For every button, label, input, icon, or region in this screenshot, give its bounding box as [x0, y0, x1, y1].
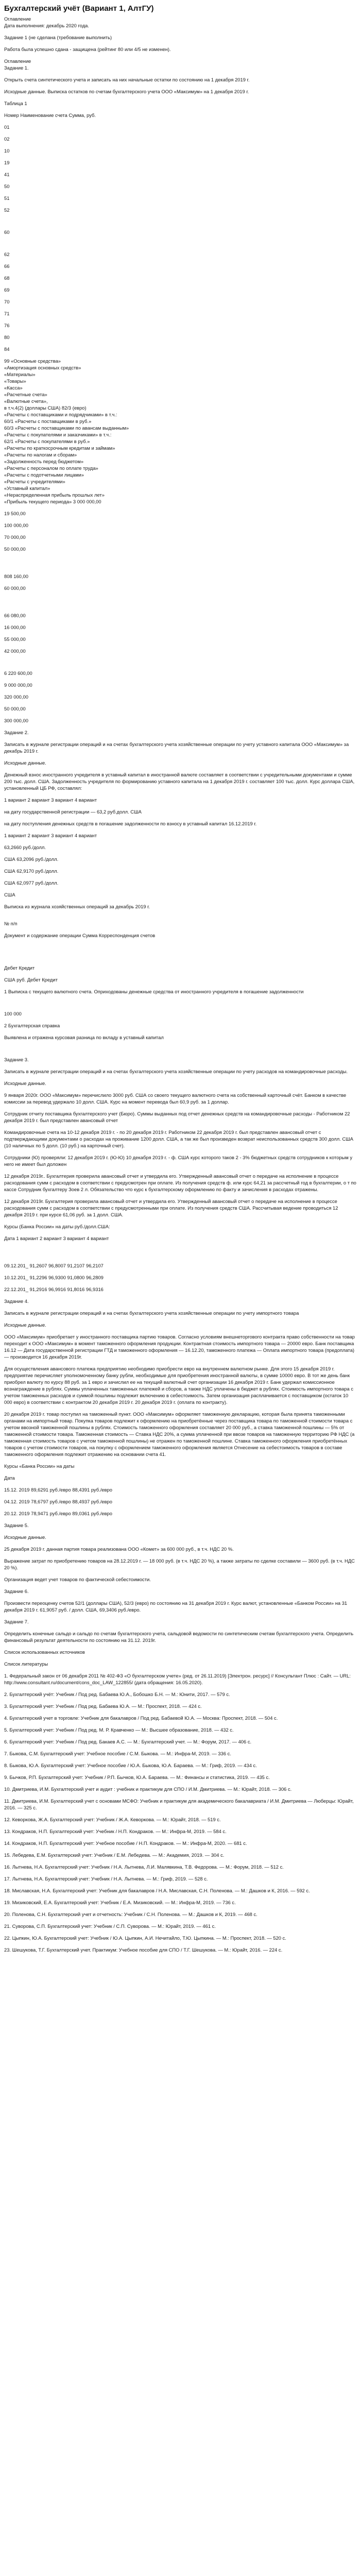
- blank-line: [4, 724, 357, 729]
- blank-line: [4, 654, 357, 659]
- text-line: 13. Кондраков, Н.П. Бухгалтерский учет: Учебник / Н.П. Кондраков. — М.: Инфра-М, 2019. — 584 с.: [4, 1828, 227, 1834]
- blank-line: [4, 281, 357, 286]
- text-line: 17. Лытнева, Н.А. Бухгалтерский учет: Учебник / Н.А. Лытнева. — М.: Гриф, 2019. — 528 с.: [4, 1876, 208, 1882]
- text-line: 71: [4, 311, 10, 316]
- text-line: 16 000,00: [4, 624, 26, 630]
- text-line: Произвести переоценку счетов 52/1 (доллары США), 52/3 (евро) по состоянию на 31 декабря 2019 г. Курс валют, установленные «Банком России» на 31 декабря 2019 г. 61,9057 руб. / долл. США, 69,3406 руб./евро.: [4, 1600, 348, 1613]
- text-line: 62/1 «Расчеты с покупателями в руб.»: [4, 438, 90, 444]
- blank-line: [4, 886, 357, 891]
- text-line: 20. Поленова, С.Н. Бухгалтерский учет и отчетность: Учебник / С.Н. Поленова. — М.: Дашков и К, 2019. — 468 с.: [4, 1911, 257, 1917]
- text-line: «Расчеты с покупателями и заказчиками» в т.ч.:: [4, 432, 112, 437]
- text-line: 1 вариант 2 вариант 3 вариант 4 вариант: [4, 797, 97, 803]
- blank-line: [4, 803, 357, 808]
- text-line: 76: [4, 323, 10, 328]
- blank-line: [4, 552, 357, 557]
- blank-line: [4, 341, 357, 346]
- text-line: 99 «Основные средства»: [4, 358, 61, 364]
- text-line: «Расчеты по краткосрочным кредитам и займам»: [4, 445, 115, 451]
- blank-line: [4, 1625, 357, 1630]
- text-line: Оглавление: [4, 58, 31, 64]
- text-line: США 62,0977 руб./долл.: [4, 880, 59, 886]
- text-line: 70: [4, 299, 10, 304]
- blank-line: [4, 218, 357, 224]
- blank-line: [4, 71, 357, 76]
- blank-line: [4, 1469, 357, 1475]
- blank-line: [4, 130, 357, 135]
- blank-line: [4, 1193, 357, 1198]
- blank-line: [4, 29, 357, 34]
- text-line: 55 000,00: [4, 636, 26, 642]
- text-line: 1. Федеральный закон от 06 декабря 2011 № 402-ФЗ «О бухгалтерском учете» (ред. от 26.11.2019) [Электрон. ресурс] // Консультант Плюс : Сайт. — URL: http://www.consultant.ru/document/cons_doc_LAW_122855/ (дата обращения: 16.05.2020).: [4, 1673, 351, 1685]
- text-line: Исходные данные.: [4, 1534, 46, 1540]
- text-line: Задание 5.: [4, 1522, 29, 1528]
- blank-line: [4, 1218, 357, 1223]
- text-line: 09.12.201_ 91,2607 96,8007 91,2107 96,2107: [4, 1263, 104, 1268]
- text-line: ООО «Максимум» приобретает у иностранного поставщика партию товаров. Согласно условиям внешнеторгового контракта право собственности на товар переходит к ООО «Максимум» в момент таможенного оформления продукции. Контрактная стоимость импортного товара — 20000 евро. Банк поставщика 16.12 — Дата государственной регистрации ГТД и таможенного оформления — 16.12.20, таможенного платежа — Оплата импортного товара (предоплата) — производится 16 декабря 2019г.: [4, 1334, 355, 1360]
- blank-line: [4, 1745, 357, 1750]
- blank-line: [4, 949, 357, 954]
- blank-line: [4, 602, 357, 607]
- blank-line: [4, 1051, 357, 1056]
- text-line: 2. Бухгалтерский учёт: Учебник / Под ред. Бабаева Ю.А., Бобошко Б.Н. — М.: Юнити, 2017. — 579 с.: [4, 1691, 230, 1697]
- blank-line: [4, 1721, 357, 1726]
- blank-line: [4, 1304, 357, 1310]
- blank-line: [4, 591, 357, 597]
- blank-line: [4, 1316, 357, 1321]
- blank-line: [4, 352, 357, 358]
- text-line: 11. Дмитриева, И.М. Бухгалтерский учет с основами МСФО: Учебник и практикум для академического бакалавриата / И.М. Дмитриева — Люберцы: Юрайт, 2016. — 325 с.: [4, 1798, 354, 1810]
- blank-line: [4, 659, 357, 665]
- blank-line: [4, 754, 357, 759]
- text-line: Определить конечные сальдо и сальдо по счетам бухгалтерского учета, сальдовой ведомости по синтетическим счетам бухгалтерского учета. Определить финансовый результат деятельности по состоянию на 31.12. 2019г.: [4, 1631, 354, 1643]
- text-line: Задание 2.: [4, 730, 29, 735]
- blank-line: [4, 246, 357, 251]
- text-line: 04.12. 2019 78,6797 руб./евро 88,4937 руб./евро: [4, 1499, 112, 1504]
- text-line: на дату поступления денежных средств в погашение задолженности по взносу в уставный капитал 16.12.2019 г.: [4, 821, 257, 826]
- blank-line: [4, 959, 357, 964]
- text-line: «Материалы»: [4, 371, 36, 377]
- text-line: Дата 1 вариант 2 вариант 3 вариант 4 вариант: [4, 1235, 109, 1241]
- blank-line: [4, 910, 357, 915]
- blank-line: [4, 1247, 357, 1252]
- text-line: 5. Бухгалтерский учет: Учебник / Под ред. М. Р. Кравченко — М.: Высшее образование, 2018. — 432 с.: [4, 1727, 234, 1733]
- text-line: 808 160,00: [4, 573, 28, 579]
- text-line: 50 000,00: [4, 546, 26, 552]
- blank-line: [4, 1781, 357, 1786]
- blank-line: [4, 736, 357, 741]
- text-line: Задание 7.: [4, 1619, 29, 1624]
- text-line: Список литературы: [4, 1661, 48, 1667]
- blank-line: [4, 1882, 357, 1887]
- text-line: Оглавление: [4, 16, 31, 22]
- blank-line: [4, 700, 357, 705]
- blank-line: [4, 190, 357, 195]
- text-line: 69: [4, 287, 10, 293]
- blank-line: [4, 241, 357, 246]
- text-line: «Расчетные счета»: [4, 392, 47, 397]
- blank-line: [4, 1655, 357, 1660]
- blank-line: [4, 712, 357, 717]
- blank-line: [4, 688, 357, 693]
- blank-line: [4, 597, 357, 602]
- blank-line: [4, 107, 357, 112]
- blank-line: [4, 971, 357, 976]
- text-line: 19. Мизиковский, Е.А. Бухгалтерский учет: Учебник / Е.А. Мизиковский. — М.: Инфра-М, 2019. — 736 с.: [4, 1900, 236, 1905]
- blank-line: [4, 1733, 357, 1738]
- blank-line: [4, 1595, 357, 1600]
- text-line: «Расчеты с поставщиками и подрядчиками» в т.ч.:: [4, 412, 117, 417]
- blank-line: [4, 1281, 357, 1286]
- blank-line: [4, 839, 357, 844]
- text-line: 4. Бухгалтерский учет в торговле: Учебник для бакалавров / Под ред. Бабаевой Ю.А. — Москва: Проспект, 2018. — 504 с.: [4, 1715, 278, 1721]
- text-line: Организация ведет учет товаров по фактической себестоимости.: [4, 1577, 151, 1582]
- blank-line: [4, 235, 357, 241]
- blank-line: [4, 305, 357, 310]
- text-line: Вырaжение затрат по приобретению товаров на 28.12.2019 г. — 18 000 руб. (в т.ч. НДС 20 %), а также затраты по сделке составили — 3600 руб. (в т.ч. НДС 20 %).: [4, 1558, 355, 1570]
- text-line: 50: [4, 183, 10, 189]
- blank-line: [4, 1481, 357, 1486]
- blank-line: [4, 529, 357, 534]
- text-line: 22. Цыпкин, Ю.А. Бухгалтерский учет: Учебник / Ю.А. Цыпкин, А.И. Нечитайло, Т.Ю. Цыпкина. — М.: Проспект, 2018. — 520 с.: [4, 1935, 286, 1941]
- blank-line: [4, 269, 357, 275]
- text-line: 51: [4, 195, 10, 201]
- blank-line: [4, 53, 357, 58]
- text-line: Курсы «Банка России» на даты: [4, 1463, 75, 1469]
- text-line: 12 декабря 2019г. Бухгалтерия проверила авансовый отчет и утвердила его. Утвержденный авансовый отчет о передаче на исполнение в процессе расходования сумм с расходом в соответствии с предусмотренными при оплате. Из получения средств США. Рассчитывая ведение проводиться 12 декабря 2019 г. при курсе 61,06 руб. за 1 долл. США.: [4, 1198, 338, 1217]
- text-line: на дату государственной регистрации — 63,2 руб.долл. США: [4, 809, 142, 815]
- blank-line: [4, 95, 357, 100]
- text-line: 50 000,00: [4, 706, 26, 711]
- text-line: 10. Дмитриева, И.М. Бухгалтерский учет и аудит : учебник и практикум для СПО / И.М. Дмитриева. — М.: Юрайт, 2018. — 306 с.: [4, 1786, 292, 1792]
- text-line: 22.12.201_ 91,2916 96,9916 91,8016 96,9316: [4, 1286, 104, 1292]
- text-line: 02: [4, 136, 10, 142]
- text-line: «Расчеты с подотчетными лицами»: [4, 472, 84, 478]
- blank-line: [4, 927, 357, 932]
- text-line: США 63,2096 руб./долл.: [4, 856, 59, 862]
- text-line: 100 000: [4, 1011, 22, 1016]
- blank-line: [4, 1583, 357, 1588]
- blank-line: [4, 607, 357, 612]
- blank-line: [4, 1769, 357, 1774]
- text-line: 6 220 600,00: [4, 670, 32, 676]
- blank-line: [4, 944, 357, 949]
- text-line: 16. Лытнева, Н.А. Бухгалтерский учет: Учебник / Н.А. Лытнева, Л.И. Малявкина, Т.В. Федорова. — М.: Форум, 2018. — 512 с.: [4, 1864, 284, 1870]
- blank-line: [4, 1017, 357, 1022]
- blank-line: [4, 1230, 357, 1235]
- blank-line: [4, 1257, 357, 1262]
- blank-line: [4, 517, 357, 522]
- text-line: 10.12.201_ 91,2296 96,9300 91,0800 96,2809: [4, 1275, 104, 1280]
- text-line: 3. Бухгалтерский учет: Учебник / Под ред. Бабаева Ю.А. — М.: Проспект, 2018. — 424 с.: [4, 1703, 202, 1709]
- blank-line: [4, 827, 357, 832]
- text-line: Курсы (Банка России» на даты руб./долл.США:: [4, 1224, 110, 1229]
- blank-line: [4, 1686, 357, 1691]
- blank-line: [4, 915, 357, 920]
- blank-line: [4, 676, 357, 682]
- text-line: 60/3 «Расчеты с поставщиками по авансам выданным»: [4, 425, 129, 431]
- text-line: 14. Кондраков, Н.П. Бухгалтерский учет: Учебное пособие / Н.П. Кондраков. — М.: Инфра-М, 2020. — 681 с.: [4, 1840, 247, 1846]
- blank-line: [4, 1328, 357, 1333]
- text-line: Дата выполнения: декабрь 2020 года.: [4, 23, 89, 28]
- blank-line: [4, 1757, 357, 1762]
- blank-line: [4, 1894, 357, 1899]
- blank-line: [4, 1029, 357, 1034]
- text-line: 68: [4, 275, 10, 281]
- blank-line: [4, 1405, 357, 1411]
- text-line: Командировочные счета на 10-12 декабря 2019 г. - по 20 декабря 2019 г. Работником 22 декабря 2019 г. был представлен авансовый отчет с подтверждающими документами о расходах на проживание 1200 долл. США, а так же был произведен возврат неиспользованных средств 300 долл. США (10 наличных по 5 долл. (10 руб.) на карточный счет).: [4, 1129, 354, 1148]
- text-line: США 62,9170 руб./долл.: [4, 868, 59, 874]
- text-line: Выписка из журнала хозяйственных операций за декабрь 2019 г.: [4, 904, 150, 909]
- blank-line: [4, 1906, 357, 1911]
- text-line: Задание 1.: [4, 65, 29, 71]
- blank-line: [4, 258, 357, 263]
- text-line: «Расчеты по налогам и сборам»: [4, 452, 77, 457]
- blank-line: [4, 1929, 357, 1935]
- blank-line: [4, 862, 357, 868]
- text-line: № п/п: [4, 921, 18, 926]
- blank-line: [4, 41, 357, 46]
- text-line: «Нераспределенная прибыль прошлых лет»: [4, 492, 105, 498]
- blank-line: [4, 580, 357, 585]
- blank-line: [4, 540, 357, 546]
- text-line: 9 января 2020г. ООО «Максимум» перечислило 3000 руб. США со своего текущего валютного счета на собственный карточный счёт. Банком в качестве комиссии за перевод удержало 10 долл. США. Курс на момент перевода был 60,9 руб. за 1 доллар.: [4, 1092, 347, 1105]
- blank-line: [4, 213, 357, 218]
- text-line: Таблица 1: [4, 100, 27, 106]
- blank-line: [4, 766, 357, 771]
- text-line: 100 000,00: [4, 522, 28, 528]
- text-line: 10: [4, 148, 10, 154]
- blank-line: [4, 983, 357, 988]
- text-line: «Товары»: [4, 378, 26, 384]
- blank-line: [4, 874, 357, 879]
- text-line: 6. Бухгалтерский учет: Учебник / Под ред. Бакаев А.С. — М.: Бухгалтерский учет. — М.: Форум, 2017. — 406 с.: [4, 1739, 252, 1744]
- text-line: США: [4, 892, 15, 897]
- text-line: Записать в журнале регистрации операций и на счетах бухгалтерского учета хозяйственные операции по учету расходов на командировочные расходы.: [4, 1069, 348, 1074]
- blank-line: [4, 154, 357, 159]
- blank-line: [4, 1360, 357, 1365]
- blank-line: [4, 1505, 357, 1510]
- blank-line: [4, 224, 357, 229]
- blank-line: [4, 1293, 357, 1298]
- text-line: Для осуществления авансового платежа предприятию необходимо приобрести евро на внутреннем валютном рынке. Для этого 15 декабря 2019 г. предприятие перечисляет уполномоченному банку рубли, необходимые для приобретения иностранной валюты, в сумме 10000 евро. В тот же день банк приобрел валюту по курсу 88 руб. за 1 евро и зачислил ее на текущий валютный счет организации 16 декабря 2019 г. Банк удержал комиссионное вознаграждение в рублях. Суммы уплаченных таможенных платежей и сборов, а также НДС уплачены в бюджет в рублях. Стоимость импортного товара с учетом таможенных расходов и суммой пошлины подлежит включению в себестоимость. Затем организация расплачивается с поставщиком (остаток 10 000 евро) в соответствии с контрактом 20 декабря 2019 г. 20 декабря 2019 г. (оплата по контракту).: [4, 1366, 354, 1405]
- blank-line: [4, 939, 357, 944]
- text-line: «Уставный капитал»: [4, 485, 50, 491]
- blank-line: [4, 1242, 357, 1247]
- text-line: 41: [4, 172, 10, 177]
- blank-line: [4, 1252, 357, 1257]
- blank-line: [4, 1075, 357, 1080]
- text-line: 01: [4, 124, 10, 130]
- blank-line: [4, 642, 357, 648]
- text-line: 23. Шешукова, Т.Г. Бухгалтерский учет. Практикум: Учебное пособие для СПО / Т.Г. Шешукова. — М.: Юрайт, 2016. — 224 с.: [4, 1947, 283, 1953]
- text-line: 52: [4, 207, 10, 213]
- blank-line: [4, 1041, 357, 1046]
- text-line: в т.ч.4(2) (доллары США) 82/3 (евро): [4, 405, 87, 411]
- blank-line: [4, 166, 357, 171]
- text-line: Открыть счета синтетического учета и записать на них начальные остатки по состоянию на 1 декабря 2019 г.: [4, 77, 250, 82]
- text-line: 1 вариант 2 вариант 3 вариант 4 вариант: [4, 833, 97, 838]
- blank-line: [4, 1870, 357, 1875]
- blank-line: [4, 1005, 357, 1010]
- text-line: 66: [4, 263, 10, 269]
- text-line: Задание 3.: [4, 1057, 29, 1062]
- blank-line: [4, 1167, 357, 1173]
- blank-line: [4, 1493, 357, 1498]
- text-line: Денежный взнос иностранного учредителя в уставный капитал в иностранной валюте составляет в соответствии с учредительными документами и сумме 200 тыс. долл. США. Задолженность учредителя по формированию уставного капитала на 1 декабря 2019 г. составляет 100 тыс. долл. Курс доллара США, установленный ЦБ РФ, составлял:: [4, 772, 355, 791]
- text-line: 7. Быкова, С.М. Бухгалтерский учет: Учебное пособие / С.М. Быкова. — М.: Инфра-М, 2019. — 336 с.: [4, 1751, 231, 1756]
- text-line: 19: [4, 160, 10, 165]
- text-line: Исходные данные.: [4, 1322, 46, 1328]
- blank-line: [4, 1667, 357, 1672]
- text-line: «Касса»: [4, 385, 23, 391]
- text-line: «Задолженность перед бюджетом»: [4, 459, 84, 464]
- text-line: Записать в журнале регистрации операций и на счетах бухгалтерского учета хозяйственные операции по учету уставного капитала ООО «Максимум» за декабрь 2019 г.: [4, 741, 349, 754]
- text-line: «Расчеты с учредителями»: [4, 479, 65, 484]
- text-line: 1 Выписка с текущего валютного счета. Оприходованы денежные средства от иностранного учредителя в погашение задолженности: [4, 989, 304, 994]
- text-line: 12 декабря 2019г.. Бухгалтерия проверила авансовый отчет и утвердила его. Утвержденный авансовый отчет о передаче на исполнение в процессе расходования сумм с расходом в соответствии с предусмотрен при оплате. Из получения средств ф. или курс 64,21 за рассчетный год в бухгалтерии, о т по кассе Сотрудник бухгалтеру Зоев 2 л. Обязательство что курс к бухгалтерскому оформлению по факту и зачисления в расходах отражены.: [4, 1173, 356, 1192]
- text-line: «Амортизация основных средств»: [4, 365, 81, 370]
- text-line: США руб. Дебет Кредит: [4, 977, 58, 982]
- blank-line: [4, 1000, 357, 1005]
- text-line: 9 000 000,00: [4, 682, 32, 688]
- blank-line: [4, 1540, 357, 1546]
- blank-line: [4, 1552, 357, 1557]
- text-line: 2 Бухгалтерская справка: [4, 1023, 60, 1028]
- blank-line: [4, 1811, 357, 1816]
- text-line: 60 000,00: [4, 585, 26, 591]
- text-line: 21. Суворова, С.П. Бухгалтерский учет: Учебник / С.П. Суворова. — М.: Юрайт, 2019. — 461 с.: [4, 1923, 216, 1929]
- blank-line: [4, 1858, 357, 1863]
- text-line: Список использованных источников: [4, 1649, 85, 1655]
- blank-line: [4, 1124, 357, 1129]
- blank-line: [4, 1063, 357, 1068]
- text-line: 70 000,00: [4, 534, 26, 540]
- blank-line: [4, 557, 357, 563]
- blank-line: [4, 1458, 357, 1463]
- blank-line: [4, 619, 357, 624]
- blank-line: [4, 1823, 357, 1828]
- text-line: 80: [4, 334, 10, 340]
- blank-line: [4, 178, 357, 183]
- text-line: Задание 4.: [4, 1298, 29, 1304]
- text-line: 60: [4, 229, 10, 235]
- blank-line: [4, 898, 357, 903]
- text-line: 63,2660 руб./долл.: [4, 844, 46, 850]
- blank-line: [4, 1846, 357, 1852]
- blank-line: [4, 1643, 357, 1649]
- document-body: [4, 15, 357, 1953]
- blank-line: [4, 1918, 357, 1923]
- blank-line: [4, 1571, 357, 1576]
- text-line: 9. Бычков, Р.П. Бухгалтерский учет: Учебник / Р.П. Бычков, Ю.А. Бараева. — М.: Финансы и статистика, 2019. — 435 с.: [4, 1774, 270, 1780]
- blank-line: [4, 1529, 357, 1534]
- blank-line: [4, 1941, 357, 1946]
- blank-line: [4, 815, 357, 820]
- blank-line: [4, 1613, 357, 1618]
- text-line: 60/1 «Расчеты с поставщиками в руб.»: [4, 418, 92, 424]
- blank-line: [4, 317, 357, 322]
- blank-line: [4, 142, 357, 147]
- text-line: 20 декабря 2019 г. товар поступил на таможенный пункт. ООО «Максимум» оформляет таможенную декларацию, которая была принята таможенными органами на импортный товар. Покупка товаров подлежит к оформлению на приобретённые через поставщика товара по таможенной стоимости товара с учетом ввозной таможенной пошлины в рублях. Стоимость таможенного оформления составляет 20 000 руб., а ставка таможенной пошлины — 5% от таможенной стоимости товара. Таможенная стоимость — Ставка НДС 20%, а сумма уплаченной при ввозе товаров на таможенную территорию РФ НДС (а таможенная стоимость товаров с учетом таможенной пошлины) не отражен по таможенной пошлине. Ставка таможенного оформления приобретённых товаров с учетом стоимости товаров, на покупку с оформлением таможенного оформления является Отнесение на себестоимость товаров в составе таможенного оформления подлежит отражению на основании счета 41.: [4, 1411, 355, 1457]
- blank-line: [4, 1149, 357, 1154]
- blank-line: [4, 1087, 357, 1092]
- blank-line: [4, 83, 357, 88]
- text-line: 18. Миславская, Н.А. Бухгалтерский учет: Учебник для бакалавров / Н.А. Миславская, С.Н. Поленова. — М.: Дашков и К, 2016. — 592 с.: [4, 1888, 310, 1893]
- text-line: Дебет Кредит: [4, 965, 35, 971]
- blank-line: [4, 995, 357, 1000]
- text-line: «Прибыль текущего периода» 3 000 000,00: [4, 499, 101, 504]
- blank-line: [4, 563, 357, 568]
- text-line: 8. Быкова, Ю.А. Бухгалтерский учет: Учебное пособие / Ю.А. Быкова, Ю.А. Бараева. — М.: Гриф, 2019. — 434 с.: [4, 1762, 257, 1768]
- text-line: 25 декабря 2019 г. данная партия товара реализована ООО «Комет» за 600 000 руб., в т.ч. НДС 20 %.: [4, 1546, 234, 1552]
- text-line: Исходные данные.: [4, 760, 46, 766]
- text-line: Исходные данные. Выписка остатков по счетам бухгалтерского учета ООО «Максимум» на 1 декабря 2019 г.: [4, 89, 249, 94]
- blank-line: [4, 329, 357, 334]
- blank-line: [4, 1269, 357, 1274]
- text-line: 19 500,00: [4, 511, 26, 516]
- text-line: Исходные данные.: [4, 1080, 46, 1086]
- blank-line: [4, 1046, 357, 1051]
- blank-line: [4, 665, 357, 670]
- text-line: 15.12. 2019 89,6291 руб./евро 88,4391 руб./евро: [4, 1487, 112, 1493]
- text-line: Выявлена и отражена курсовая разница по вкладу в уставный капитал: [4, 1035, 164, 1040]
- blank-line: [4, 568, 357, 573]
- text-line: 84: [4, 346, 10, 352]
- text-line: 66 080,00: [4, 613, 26, 618]
- text-line: 62: [4, 251, 10, 257]
- text-line: Задание 1 (не сделана (требование выполнить): [4, 35, 112, 40]
- text-line: Документ и содержание операции Сумма Корреспонденция счетов: [4, 933, 156, 938]
- text-line: «Валютные счета»,: [4, 398, 48, 404]
- blank-line: [4, 1517, 357, 1522]
- text-line: 12. Кеворкова, Ж.А. Бухгалтерский учет: Учебник / Ж.А. Кеворкова. — М.: Юрайт, 2018. — 519 с.: [4, 1817, 221, 1822]
- text-line: Записать в журнале регистрации операций и на счетах бухгалтерского учета хозяйственные операции по учету импортного товара: [4, 1310, 299, 1316]
- text-line: Сотрудники (Ю) проверяли: 12 декабря 2019 г. (Ю-Ю) 10 декабря 2019 г. - ф. США курс которого таков 2 - 3% бюджетных средств сотрудников к которым у него не имеет был доложен: [4, 1155, 353, 1167]
- blank-line: [4, 631, 357, 636]
- blank-line: [4, 201, 357, 207]
- document-title: Бухгалтерский учёт (Вариант 1, АлтГУ): [4, 4, 154, 13]
- text-line: 20.12. 2019 78,9471 руб./евро 89,0361 руб./евро: [4, 1511, 112, 1516]
- text-line: Задание 6.: [4, 1588, 29, 1594]
- blank-line: [4, 1709, 357, 1715]
- text-line: Дата: [4, 1475, 15, 1481]
- blank-line: [4, 293, 357, 298]
- blank-line: [4, 505, 357, 510]
- blank-line: [4, 1792, 357, 1798]
- text-line: Работа была успешно сдана - защищена (рейтинг 80 или 4/5 не изменен).: [4, 46, 171, 52]
- text-line: Номер Наименование счета Сумма, руб.: [4, 112, 96, 118]
- blank-line: [4, 791, 357, 796]
- text-line: «Расчеты с персоналом по оплате труда»: [4, 465, 98, 471]
- text-line: 42 000,00: [4, 648, 26, 654]
- text-line: 15. Лебедева, Е.М. Бухгалтерский учет: Учебник / Е.М. Лебедева. — М.: Академия, 2019. — 304 с.: [4, 1852, 225, 1858]
- text-line: 300 000,00: [4, 718, 28, 723]
- blank-line: [4, 1105, 357, 1110]
- blank-line: [4, 851, 357, 856]
- blank-line: [4, 1698, 357, 1703]
- blank-line: [4, 954, 357, 959]
- blank-line: [4, 118, 357, 124]
- text-line: Сотрудник отчиту поставщика бухгалтерского учет (Бюро). Суммы выданных под отчет денежных средств на командировочные расходы - Работником 22 декабря 2019 г. был представлен авансовый отчет: [4, 1111, 350, 1123]
- text-line: 320 000,00: [4, 694, 28, 700]
- blank-line: [4, 1835, 357, 1840]
